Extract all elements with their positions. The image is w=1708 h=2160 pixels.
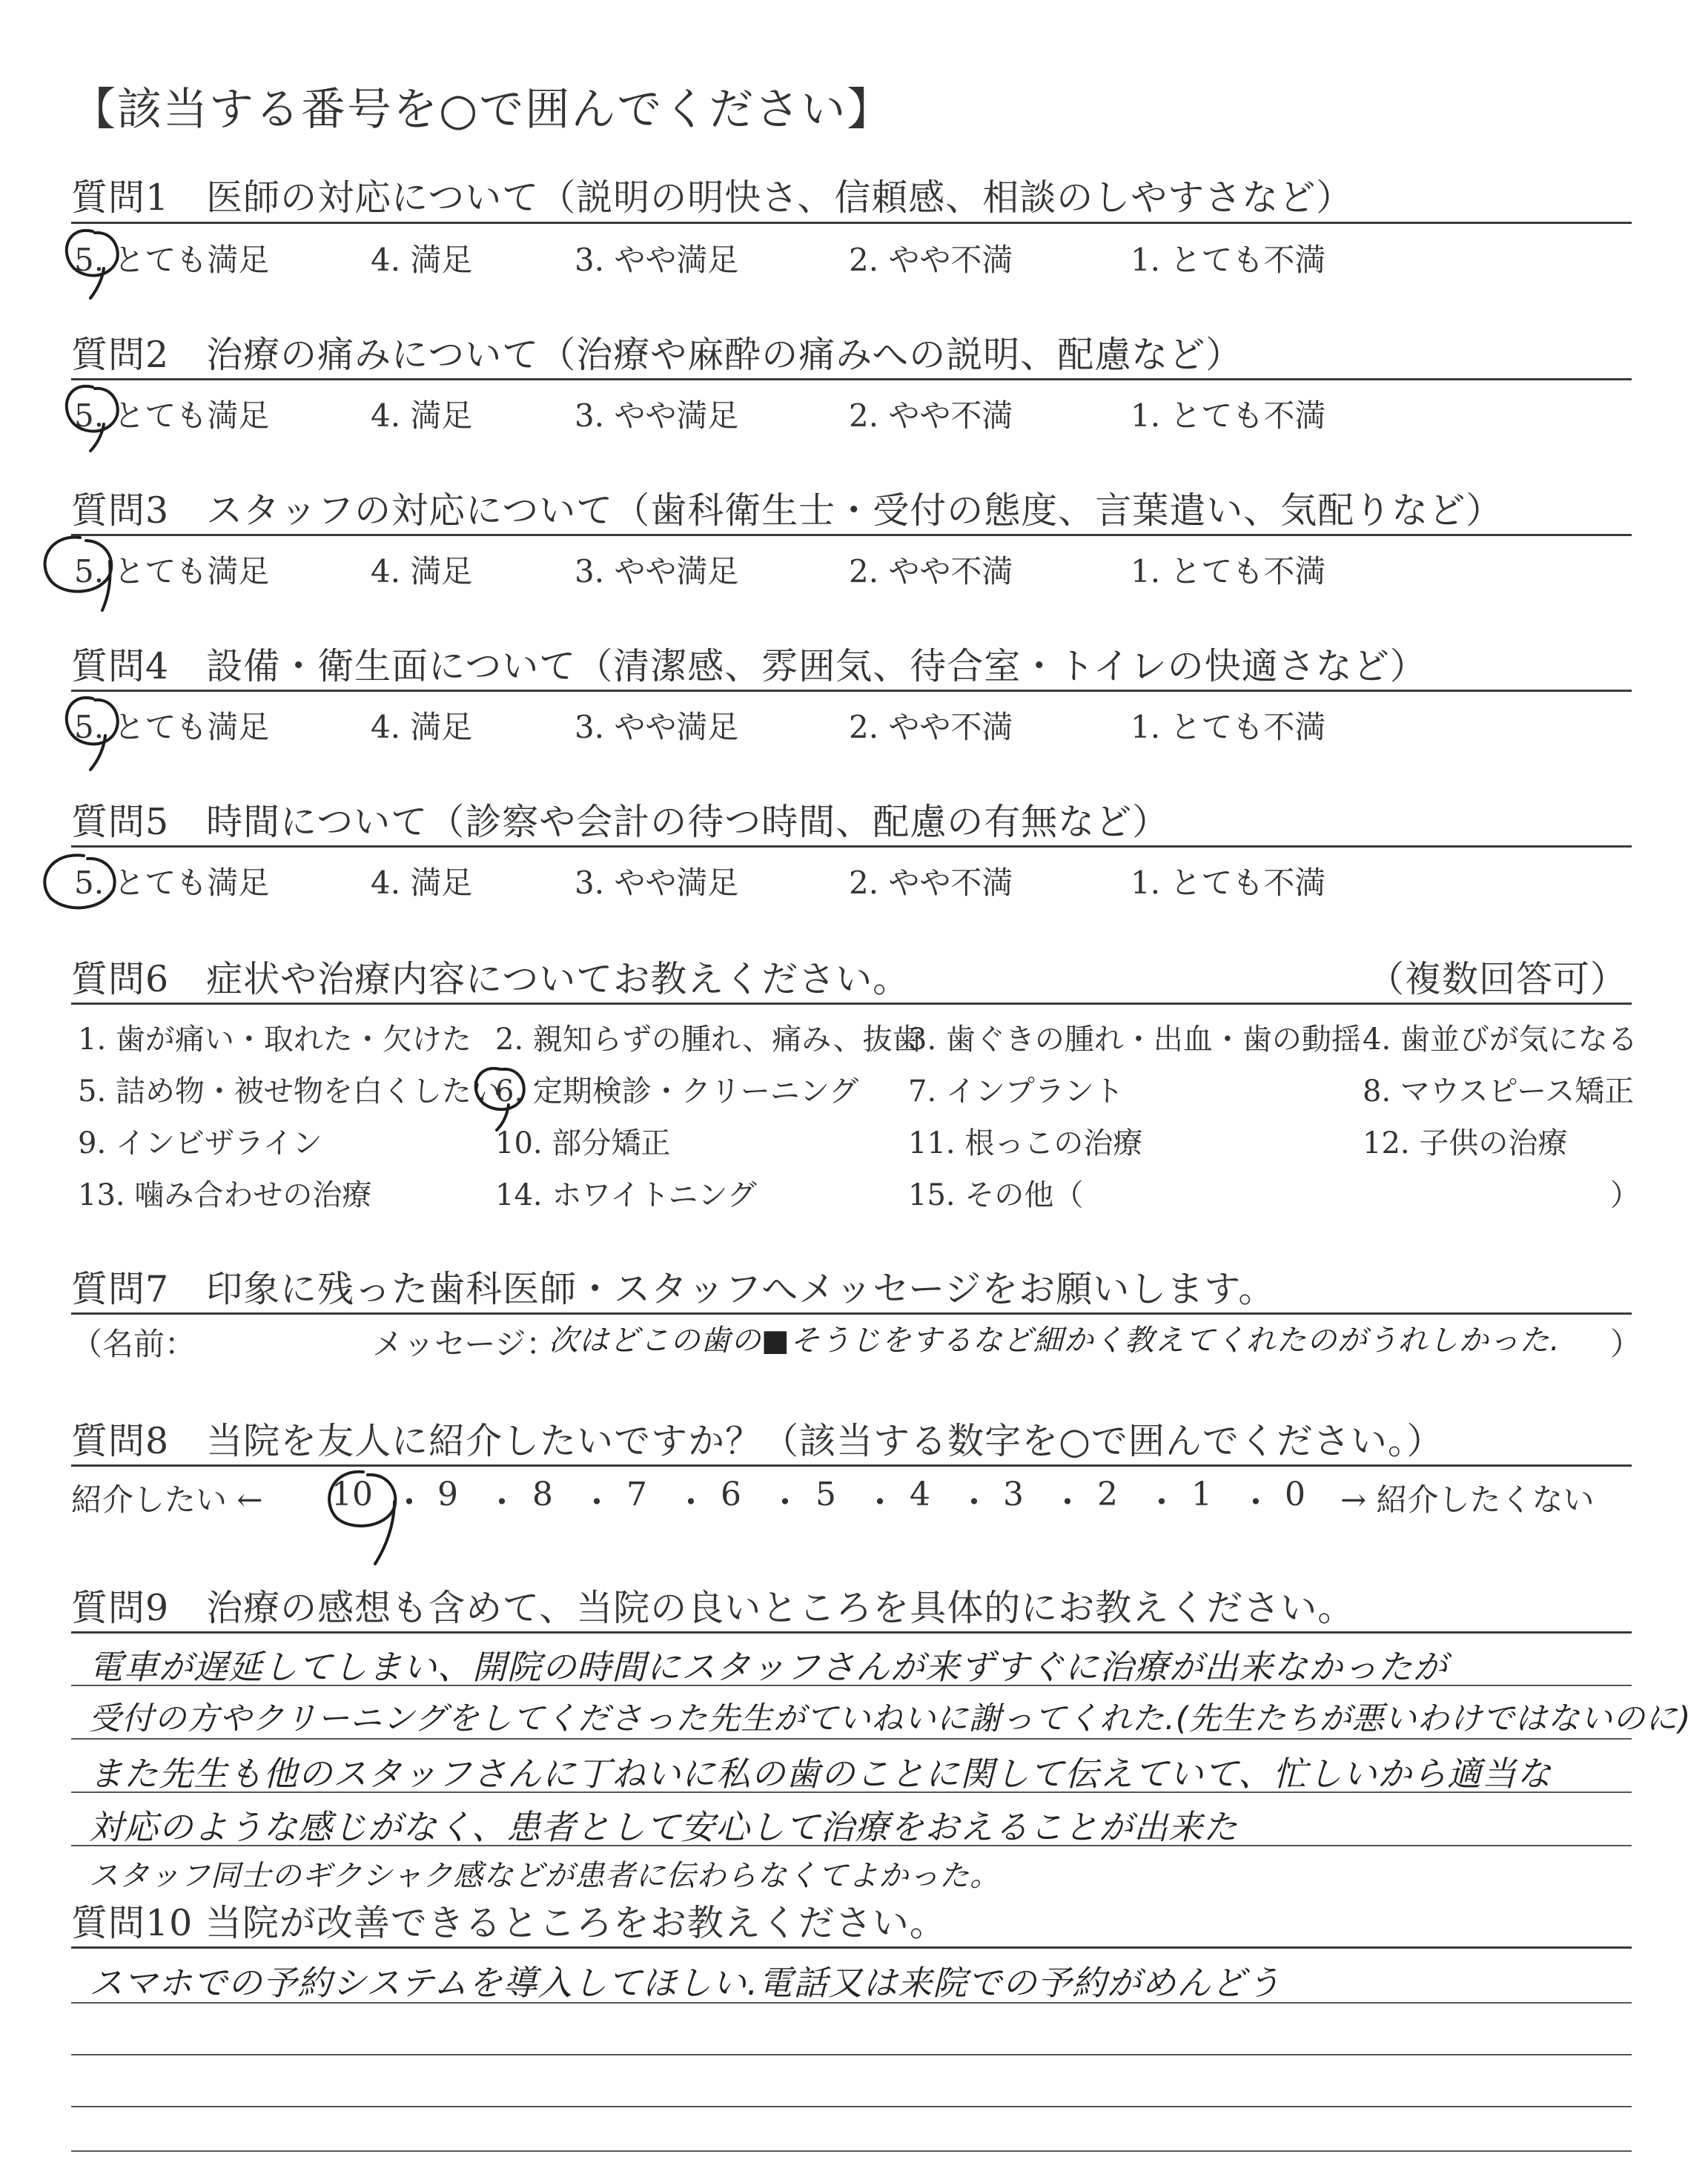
- option-5[interactable]: 5. とても満足: [74, 553, 270, 589]
- divider: [71, 690, 1632, 692]
- option-5[interactable]: 5. とても満足: [74, 242, 270, 278]
- option-1[interactable]: 1. とても不満: [1131, 709, 1326, 745]
- other-closing-paren: ）: [1610, 1178, 1640, 1212]
- option-1[interactable]: 1. とても不満: [1131, 397, 1326, 434]
- option-2[interactable]: 2. 親知らずの腫れ、痛み、抜歯: [495, 1023, 922, 1057]
- scale-dot: ・: [1145, 1484, 1178, 1522]
- option-13[interactable]: 13. 噛み合わせの治療: [78, 1178, 372, 1212]
- answer-line-2[interactable]: 受付の方やクリーニングをしてくださった先生がていねいに謝ってくれた.(先生たちが悪いわけではないのに): [89, 1700, 1692, 1737]
- divider: [71, 222, 1632, 224]
- question-heading: 質問6 症状や治療内容についてお教えください。: [71, 958, 910, 1000]
- answer-line-1[interactable]: 電車が遅延してしまい、開院の時間にスタッフさんが来ずすぐに治療が出来なかったが: [89, 1647, 1448, 1687]
- scale-2[interactable]: 2: [1097, 1476, 1118, 1513]
- scale-dot: ・: [1239, 1484, 1272, 1522]
- divider: [71, 1312, 1632, 1315]
- option-6[interactable]: 6. 定期検診・クリーニング: [495, 1074, 859, 1109]
- page-title: 【該当する番号を○で囲んでください】: [71, 84, 893, 136]
- answer-line-1[interactable]: スマホでの予約システムを導入してほしい.電話又は来院での予約がめんどう: [89, 1963, 1282, 2003]
- message-closing-paren: ）: [1610, 1326, 1642, 1362]
- option-2[interactable]: 2. やや不満: [849, 242, 1013, 278]
- option-10[interactable]: 10. 部分矯正: [495, 1126, 671, 1160]
- option-2[interactable]: 2. やや不満: [849, 553, 1013, 589]
- option-1[interactable]: 1. 歯が痛い・取れた・欠けた: [78, 1023, 471, 1057]
- recommend-right-label: → 紹介したくない: [1340, 1482, 1595, 1518]
- question-heading: 質問5 時間について（診察や会計の待つ時間、配慮の有無など）: [71, 801, 1170, 843]
- option-12[interactable]: 12. 子供の治療: [1363, 1126, 1568, 1160]
- question-heading: 質問3 スタッフの対応について（歯科衛生士・受付の態度、言葉遣い、気配りなど）: [71, 489, 1503, 532]
- divider: [71, 1946, 1632, 1949]
- scale-dot: ・: [1051, 1484, 1084, 1522]
- option-3[interactable]: 3. やや満足: [575, 709, 739, 745]
- scale-4[interactable]: 4: [910, 1476, 930, 1513]
- option-3[interactable]: 3. やや満足: [575, 865, 739, 901]
- question-heading: 質問7 印象に残った歯科医師・スタッフへメッセージをお願いします。: [71, 1268, 1276, 1310]
- scale-1[interactable]: 1: [1191, 1476, 1212, 1513]
- option-4[interactable]: 4. 満足: [371, 397, 473, 434]
- scale-dot: ・: [393, 1484, 426, 1522]
- scale-dot: ・: [958, 1484, 990, 1522]
- multiple-answers-note: （複数回答可）: [1368, 958, 1628, 1000]
- answer-line-3[interactable]: また先生も他のスタッフさんに丁ねいに私の歯のことに関して伝えていて、忙しいから適当な: [89, 1754, 1552, 1794]
- scale-dot: ・: [769, 1484, 801, 1522]
- scale-0[interactable]: 0: [1285, 1476, 1305, 1513]
- divider: [71, 1631, 1632, 1634]
- option-5[interactable]: 5. とても満足: [74, 709, 270, 745]
- option-3[interactable]: 3. 歯ぐきの腫れ・出血・歯の動揺: [908, 1023, 1361, 1057]
- question-heading: 質問8 当院を友人に紹介したいですか？（該当する数字を○で囲んでください。）: [71, 1420, 1444, 1462]
- scale-6[interactable]: 6: [721, 1476, 741, 1513]
- name-label: （名前：: [71, 1326, 196, 1362]
- divider: [71, 1003, 1632, 1005]
- question-heading: 質問4 設備・衛生面について（清潔感、雰囲気、待合室・トイレの快適さなど）: [71, 645, 1427, 687]
- scale-5[interactable]: 5: [815, 1476, 836, 1513]
- scale-dot: ・: [864, 1484, 896, 1522]
- option-1[interactable]: 1. とても不満: [1131, 553, 1326, 589]
- option-3[interactable]: 3. やや満足: [575, 397, 739, 434]
- option-2[interactable]: 2. やや不満: [849, 709, 1013, 745]
- question-heading: 質問2 治療の痛みについて（治療や麻酔の痛みへの説明、配慮など）: [71, 334, 1243, 376]
- divider: [71, 534, 1632, 536]
- option-4[interactable]: 4. 満足: [371, 242, 473, 278]
- option-2[interactable]: 2. やや不満: [849, 397, 1013, 434]
- option-1[interactable]: 1. とても不満: [1131, 242, 1326, 278]
- option-3[interactable]: 3. やや満足: [575, 553, 739, 589]
- message-text[interactable]: 次はどこの歯の■そうじをするなど細かく教えてくれたのがうれしかった.: [549, 1324, 1560, 1358]
- option-14[interactable]: 14. ホワイトニング: [495, 1178, 757, 1212]
- divider: [71, 378, 1632, 380]
- scale-3[interactable]: 3: [1003, 1476, 1024, 1513]
- question-heading: 質問1 医師の対応について（説明の明快さ、信頼感、相談のしやすさなど）: [71, 176, 1354, 219]
- answer-line-4[interactable]: 対応のような感じがなく、患者として安心して治療をおえることが出来た: [89, 1807, 1239, 1847]
- scale-dot: ・: [675, 1484, 707, 1522]
- option-4[interactable]: 4. 歯並びが気になる: [1363, 1023, 1638, 1057]
- option-7[interactable]: 7. インプラント: [908, 1074, 1124, 1109]
- option-5[interactable]: 5. とても満足: [74, 865, 270, 901]
- option-4[interactable]: 4. 満足: [371, 709, 473, 745]
- option-15-other[interactable]: 15. その他（: [908, 1178, 1084, 1212]
- option-2[interactable]: 2. やや不満: [849, 865, 1013, 901]
- scale-dot: ・: [580, 1484, 613, 1522]
- answer-line-5[interactable]: スタッフ同士のギクシャク感などが患者に伝わらなくてよかった。: [89, 1859, 1001, 1893]
- option-9[interactable]: 9. インビザライン: [78, 1126, 322, 1160]
- option-8[interactable]: 8. マウスピース矯正: [1363, 1074, 1635, 1109]
- recommend-left-label: 紹介したい ←: [71, 1482, 263, 1518]
- answer-line: [71, 2054, 1632, 2055]
- answer-line: [71, 2150, 1632, 2152]
- option-5[interactable]: 5. 詰め物・被せ物を白くしたい: [78, 1074, 501, 1109]
- option-3[interactable]: 3. やや満足: [575, 242, 739, 278]
- scale-dot: ・: [486, 1484, 518, 1522]
- scale-10[interactable]: 10: [331, 1476, 373, 1513]
- answer-line: [71, 2106, 1632, 2107]
- question-heading: 質問10 当院が改善できるところをお教えください。: [71, 1902, 947, 1944]
- option-1[interactable]: 1. とても不満: [1131, 865, 1326, 901]
- divider: [71, 1464, 1632, 1467]
- scale-9[interactable]: 9: [437, 1476, 458, 1513]
- message-label: メッセージ：: [372, 1326, 557, 1362]
- scale-8[interactable]: 8: [532, 1476, 553, 1513]
- option-11[interactable]: 11. 根っこの治療: [908, 1126, 1143, 1160]
- option-4[interactable]: 4. 満足: [371, 865, 473, 901]
- option-4[interactable]: 4. 満足: [371, 553, 473, 589]
- option-5[interactable]: 5. とても満足: [74, 397, 270, 434]
- divider: [71, 845, 1632, 848]
- question-heading: 質問9 治療の感想も含めて、当院の良いところを具体的にお教えください。: [71, 1587, 1355, 1629]
- scale-7[interactable]: 7: [626, 1476, 647, 1513]
